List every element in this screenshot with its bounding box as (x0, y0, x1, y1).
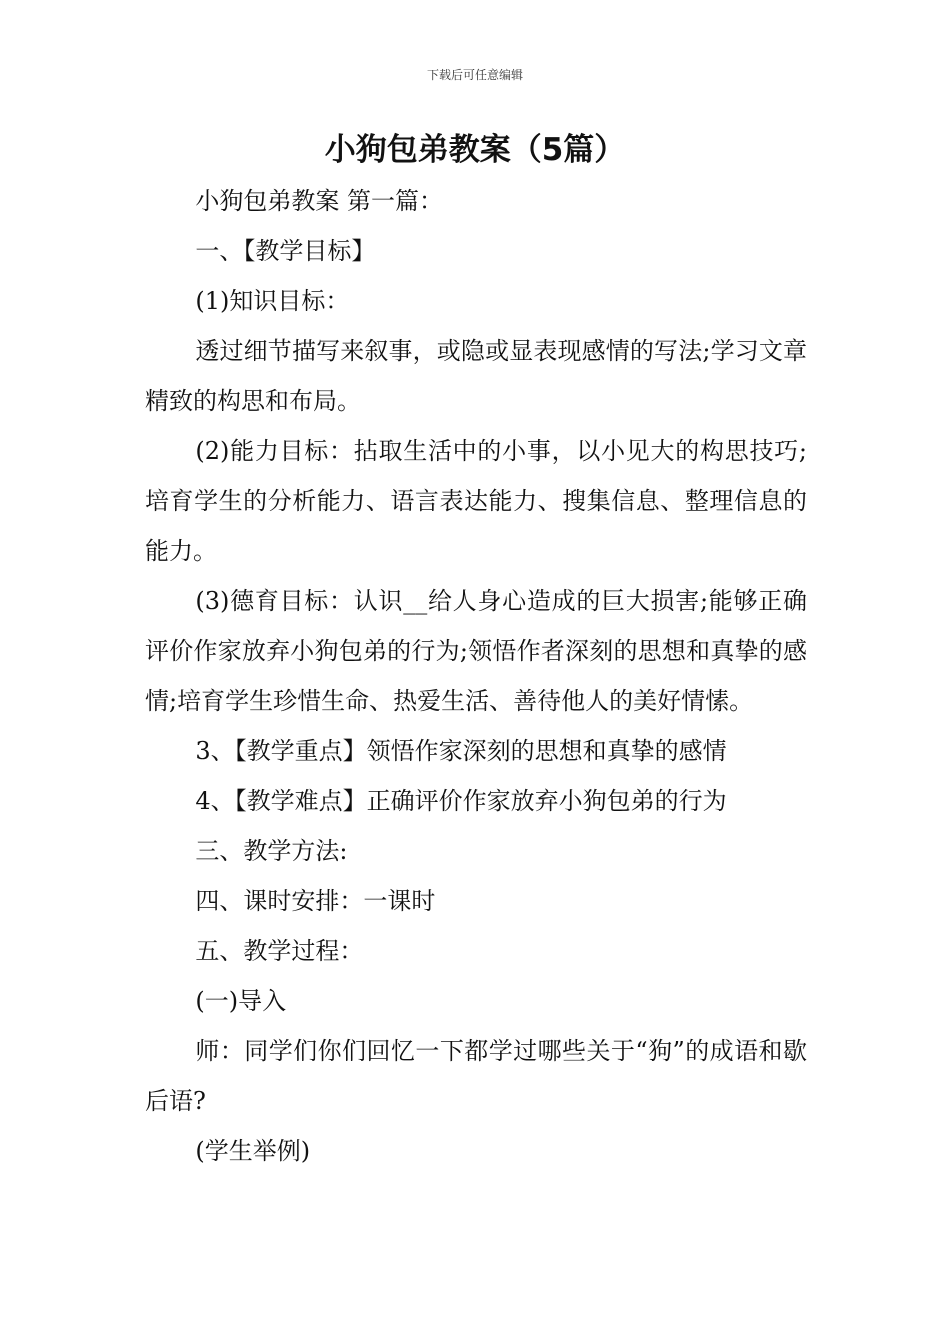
paragraph-teaching-method: 三、教学方法: (195, 837, 348, 865)
document-title: 小狗包弟教案（5篇） (324, 132, 626, 168)
document-body (145, 176, 807, 1176)
header-note: 下载后可任意编辑 (426, 68, 523, 82)
paragraph-teaching-goals-heading: 一、【教学目标】 (195, 237, 376, 265)
paragraph-teacher-question: 师：同学们你们回忆一下都学过哪些关于“狗”的成语和歇后语? (145, 1037, 807, 1115)
paragraph-teaching-focus: 3、【教学重点】领悟作家深刻的思想和真挚的感情 (195, 737, 727, 765)
paragraph-student-examples: (学生举例) (195, 1137, 311, 1165)
paragraph-knowledge-goal-label: (1)知识目标： (195, 287, 350, 315)
paragraph-moral-goal: (3)德育目标：认识__给人身心造成的巨大损害;能够正确评价作家放弃小狗包弟的行为;领悟作者深刻的思想和真挚的感情;培育学生珍惜生命、热爱生活、善待他人的美好情愫。 (145, 587, 807, 715)
paragraph-teaching-difficulty: 4、【教学难点】正确评价作家放弃小狗包弟的行为 (195, 787, 727, 815)
paragraph-section-heading: 小狗包弟教案 第一篇： (195, 187, 444, 215)
paragraph-class-schedule: 四、课时安排：一课时 (195, 887, 436, 915)
paragraph-teaching-process: 五、教学过程： (195, 937, 364, 965)
paragraph-ability-goal: (2)能力目标：拈取生活中的小事，以小见大的构思技巧;培育学生的分析能力、语言表达能力、搜集信息、整理信息的能力。 (145, 437, 807, 565)
paragraph-introduction: (一)导入 (195, 987, 287, 1015)
paragraph-knowledge-goal-text: 透过细节描写来叙事，或隐或显表现感情的写法;学习文章精致的构思和布局。 (145, 337, 807, 415)
